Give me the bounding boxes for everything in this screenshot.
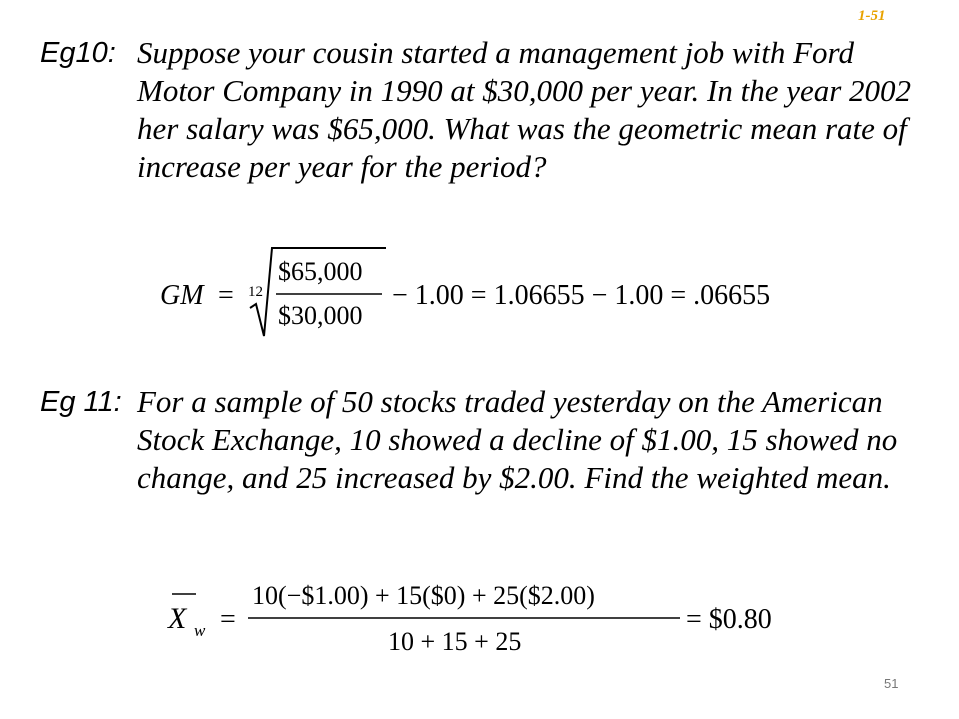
formula-lhs: GM [160, 280, 204, 311]
problem-label: Eg 11: [40, 386, 122, 418]
root-index: 12 [248, 284, 263, 300]
weighted-mean-formula [160, 570, 820, 665]
formula-equals: = [220, 604, 236, 635]
formula-lhs: X [168, 602, 187, 635]
geometric-mean-formula [160, 244, 820, 344]
page-number: 51 [884, 676, 899, 691]
formula-tail: − 1.00 = 1.06655 − 1.00 = .06655 [392, 280, 771, 311]
slide-number-tag: 1-51 [858, 8, 886, 24]
fraction-denominator: $30,000 [278, 301, 363, 330]
formula-result: = $0.80 [686, 604, 772, 635]
problem-eg11 [40, 383, 920, 497]
fraction-numerator: 10(−$1.00) + 15($0) + 25($2.00) [252, 581, 595, 610]
problem-label: Eg10: [40, 37, 116, 69]
fraction-denominator: 10 + 15 + 25 [388, 627, 522, 656]
problem-eg10 [40, 34, 920, 186]
formula-equals: = [218, 280, 234, 311]
problem-text: For a sample of 50 stocks traded yesterday on the American Stock Exchange, 10 showed a decline of $1.00, 15 showed no change, and 25 increased by $2.00. Find the weighted mean. [137, 384, 898, 495]
fraction-numerator: $65,000 [278, 257, 363, 286]
problem-text: Suppose your cousin started a management job with Ford Motor Company in 1990 at $30,000 per year. In the year 2002 her salary was $65,000. What was the geometric mean rate of increase per year for the period? [137, 35, 912, 184]
formula-lhs-subscript: w [194, 621, 206, 640]
